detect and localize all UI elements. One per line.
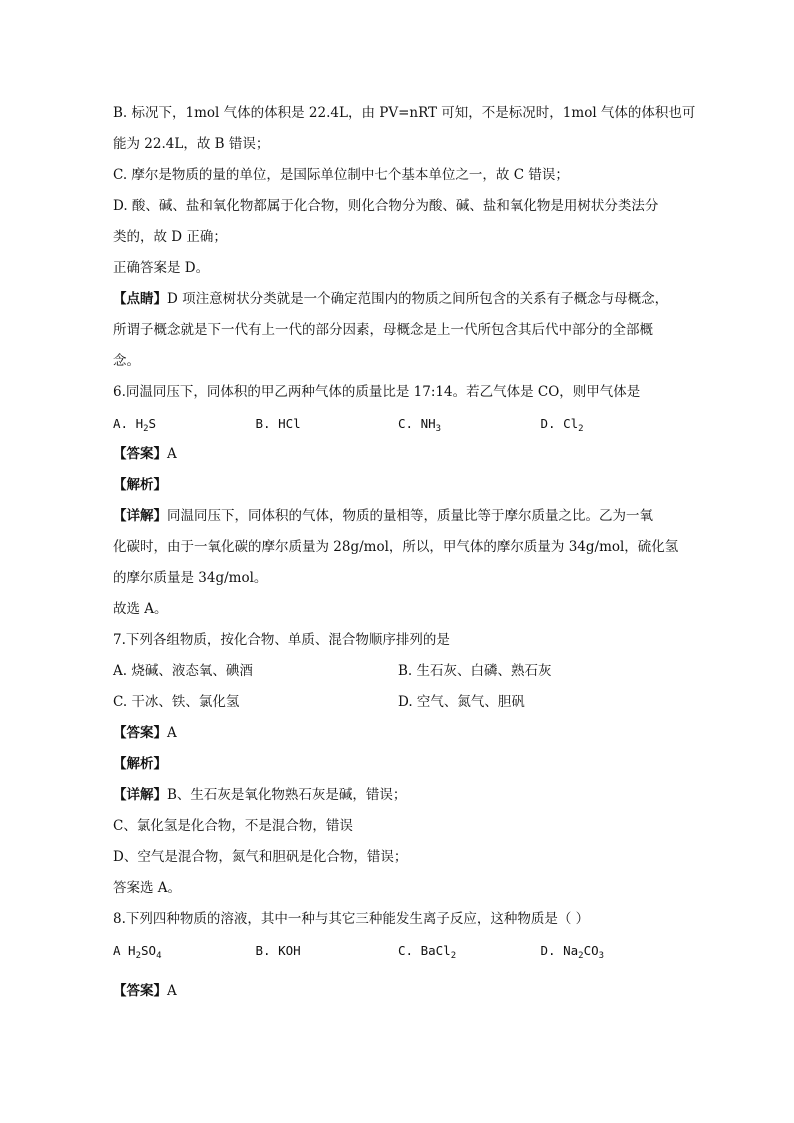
q7-answer	[113, 718, 683, 749]
q6-conclusion: 故选 A。	[113, 601, 168, 617]
q8-stem: 8.下列四种物质的溶液，其中一种与其它三种能发生离子反应，这种物质是（ ）	[113, 911, 590, 927]
q6-option-b: B. HCl	[255, 416, 301, 431]
q8-option-d: D. $Na_2CO_3$	[540, 943, 605, 961]
q6-options	[113, 408, 683, 439]
answer-value: A	[167, 446, 177, 462]
q6-answer	[113, 439, 683, 470]
q5-conclusion: 正确答案是 D。	[113, 260, 210, 276]
q7-detail-line-3: D、空气是混合物，氮气和胆矾是化合物，错误；	[113, 849, 408, 865]
q7-option-c: C. 干冰、铁、氯化氢	[113, 694, 240, 710]
q8-option-b: B. KOH	[255, 943, 301, 958]
option-c-explanation: C. 摩尔是物质的量的单位，是国际单位制中七个基本单位之一，故 C 错误；	[113, 167, 569, 183]
q6-detail-line-2: 化碳时，由于一氧化碳的摩尔质量为 28g/mol，所以，甲气体的摩尔质量为 34g/mol，硫化氢	[113, 539, 679, 555]
q8-option-c: C. BaCl$_2$	[398, 943, 457, 961]
answer-tag: 【答案】	[113, 446, 167, 462]
document-page	[113, 98, 696, 1007]
q6-option-c: C. $NH_3$	[398, 416, 442, 434]
answer-tag: 【答案】	[113, 983, 167, 999]
q8-answer	[113, 976, 683, 1007]
q6-option-a: A. $H_2S$	[113, 416, 157, 434]
q6-stem: 6.同温同压下，同体积的甲乙两种气体的质量比是 17:14。若乙气体是 CO，则甲气体是	[113, 384, 641, 400]
q8-options	[113, 935, 683, 966]
q6-detail-line-1: 【详解】同温同压下，同体积的气体，物质的量相等，质量比等于摩尔质量之比。乙为一氧	[113, 508, 653, 524]
q6-analysis-tag: 【解析】	[113, 477, 167, 493]
q6-detail-line-3: 的摩尔质量是 34g/mol。	[113, 570, 268, 586]
q7-analysis-tag: 【解析】	[113, 756, 167, 772]
q6-option-d: D. $Cl_2$	[540, 416, 584, 434]
q7-option-a: A. 烧碱、液态氧、碘酒	[113, 663, 253, 679]
tip-line-2: 所谓子概念就是下一代有上一代的部分因素，母概念是上一代所包含其后代中部分的全部概	[113, 322, 653, 338]
q7-options-row-1	[113, 656, 683, 687]
detail-tag: 【详解】	[113, 508, 167, 524]
q7-conclusion: 答案选 A。	[113, 880, 182, 896]
option-b-explanation-line-2: 能为 22.4L，故 B 错误；	[113, 136, 270, 152]
q7-option-d: D. 空气、氮气、胆矾	[398, 694, 525, 710]
q8-option-a: A $H_2SO_4$	[113, 943, 162, 961]
option-b-explanation-line-1: B. 标况下，1mol 气体的体积是 22.4L，由 PV=nRT 可知，不是标况时，1mol 气体的体积也可	[113, 105, 696, 121]
detail-tag: 【详解】	[113, 787, 167, 803]
spacer	[113, 966, 683, 976]
tip-text-1: D 项注意树状分类就是一个确定范围内的物质之间所包含的关系有子概念与母概念，	[167, 291, 669, 307]
answer-value: A	[167, 983, 177, 999]
answer-value: A	[167, 725, 177, 741]
tip-line-1	[113, 284, 683, 315]
q7-options-row-2	[113, 687, 683, 718]
q7-option-b: B. 生石灰、白磷、熟石灰	[398, 663, 552, 679]
answer-tag: 【答案】	[113, 725, 167, 741]
q7-detail-line-2: C、氯化氢是化合物，不是混合物，错误	[113, 818, 353, 834]
q7-detail-line-1: 【详解】B、生石灰是氧化物熟石灰是碱，错误；	[113, 787, 407, 803]
tip-line-3: 念。	[113, 353, 140, 369]
tip-tag: 【点睛】	[113, 291, 167, 307]
option-d-explanation-line-1: D. 酸、碱、盐和氧化物都属于化合物，则化合物分为酸、碱、盐和氧化物是用树状分类法分	[113, 198, 659, 214]
q7-stem: 7.下列各组物质，按化合物、单质、混合物顺序排列的是	[113, 632, 450, 648]
option-d-explanation-line-2: 类的，故 D 正确；	[113, 229, 227, 245]
